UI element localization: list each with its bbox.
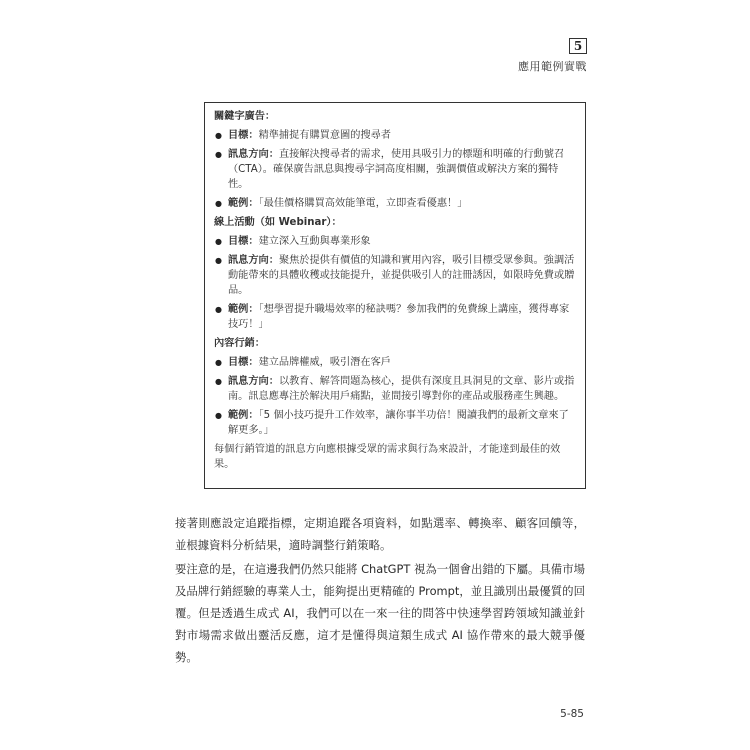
item-text: 直接解決搜尋者的需求，使用具吸引力的標題和明確的行動號召（CTA）。確保廣告訊息與搜尋字詞高度相關，強調價值或解決方案的獨特性。 (228, 149, 565, 190)
item-label: 目標： (228, 357, 259, 368)
item-text: 以教育、解答問題為核心，提供有深度且具洞見的文章、影片或指南。訊息應專注於解決用戶痛點，並間接引導對你的產品或服務產生興趣。 (228, 376, 575, 402)
list-item (214, 128, 576, 143)
item-text: 建立品牌權威，吸引潛在客戶 (258, 357, 391, 368)
item-label: 訊息方向： (228, 149, 279, 160)
item-text: 「5 個小技巧提升工作效率，讓你事半功倍！閱讀我們的最新文章來了解更多。」 (228, 410, 569, 436)
keyword-ads-list (214, 128, 576, 211)
list-item (214, 302, 576, 332)
item-label: 目標： (228, 236, 259, 247)
item-label: 範例： (228, 410, 259, 421)
section-title-keyword-ads: 關鍵字廣告： (214, 111, 276, 122)
item-label: 目標： (228, 130, 259, 141)
list-item (214, 234, 576, 249)
content-marketing-list (214, 355, 576, 438)
list-item (214, 374, 576, 404)
chapter-title: 應用範例實戰 (518, 60, 587, 73)
item-text: 精準捕捉有購買意圖的搜尋者 (258, 130, 391, 141)
body-paragraph: 接著則應設定追蹤指標，定期追蹤各項資料，如點選率、轉換率、顧客回饋等，並根據資料分析結果，適時調整行銷策略。 (175, 516, 585, 552)
section-title-content-marketing: 內容行銷： (214, 338, 265, 349)
item-label: 訊息方向： (228, 376, 279, 387)
list-item (214, 196, 576, 211)
list-item (214, 355, 576, 370)
item-text: 聚焦於提供有價值的知識和實用內容，吸引目標受眾參與。強調活動能帶來的具體收穫或技能提升，並提供吸引人的註冊誘因，如限時免費或贈品。 (228, 255, 575, 296)
item-label: 範例： (228, 198, 259, 209)
page-number: 5-85 (560, 708, 584, 720)
body-paragraph: 要注意的是，在這邊我們仍然只能將 ChatGPT 視為一個會出錯的下屬。具備市場及品牌行銷經驗的專業人士，能夠提出更精確的 Prompt，並且識別出最優質的回覆。但是透過生成式 AI，我們可以在一來一往的問答中快速學習跨領域知識並針對市場需求做出靈活反應，這才是懂得與這類生成式 AI 協作帶來的最大競爭優勢。 (175, 562, 585, 664)
section-title-webinar: 線上活動（如 Webinar）： (214, 217, 342, 228)
webinar-list (214, 234, 576, 332)
list-item (214, 408, 576, 438)
box-summary: 每個行銷管道的訊息方向應根據受眾的需求與行為來設計，才能達到最佳的效果。 (214, 444, 561, 470)
list-item (214, 147, 576, 192)
chapter-number: 5 (569, 38, 587, 54)
item-label: 範例： (228, 304, 259, 315)
item-text: 「想學習提升職場效率的秘訣嗎？參加我們的免費線上講座，獲得專家技巧！」 (228, 304, 570, 330)
list-item (214, 253, 576, 298)
item-text: 建立深入互動與專業形象 (258, 236, 371, 247)
item-text: 「最佳價格購買高效能筆電，立即查看優惠！」 (258, 198, 468, 209)
strategy-box (204, 102, 586, 489)
item-label: 訊息方向： (228, 255, 279, 266)
